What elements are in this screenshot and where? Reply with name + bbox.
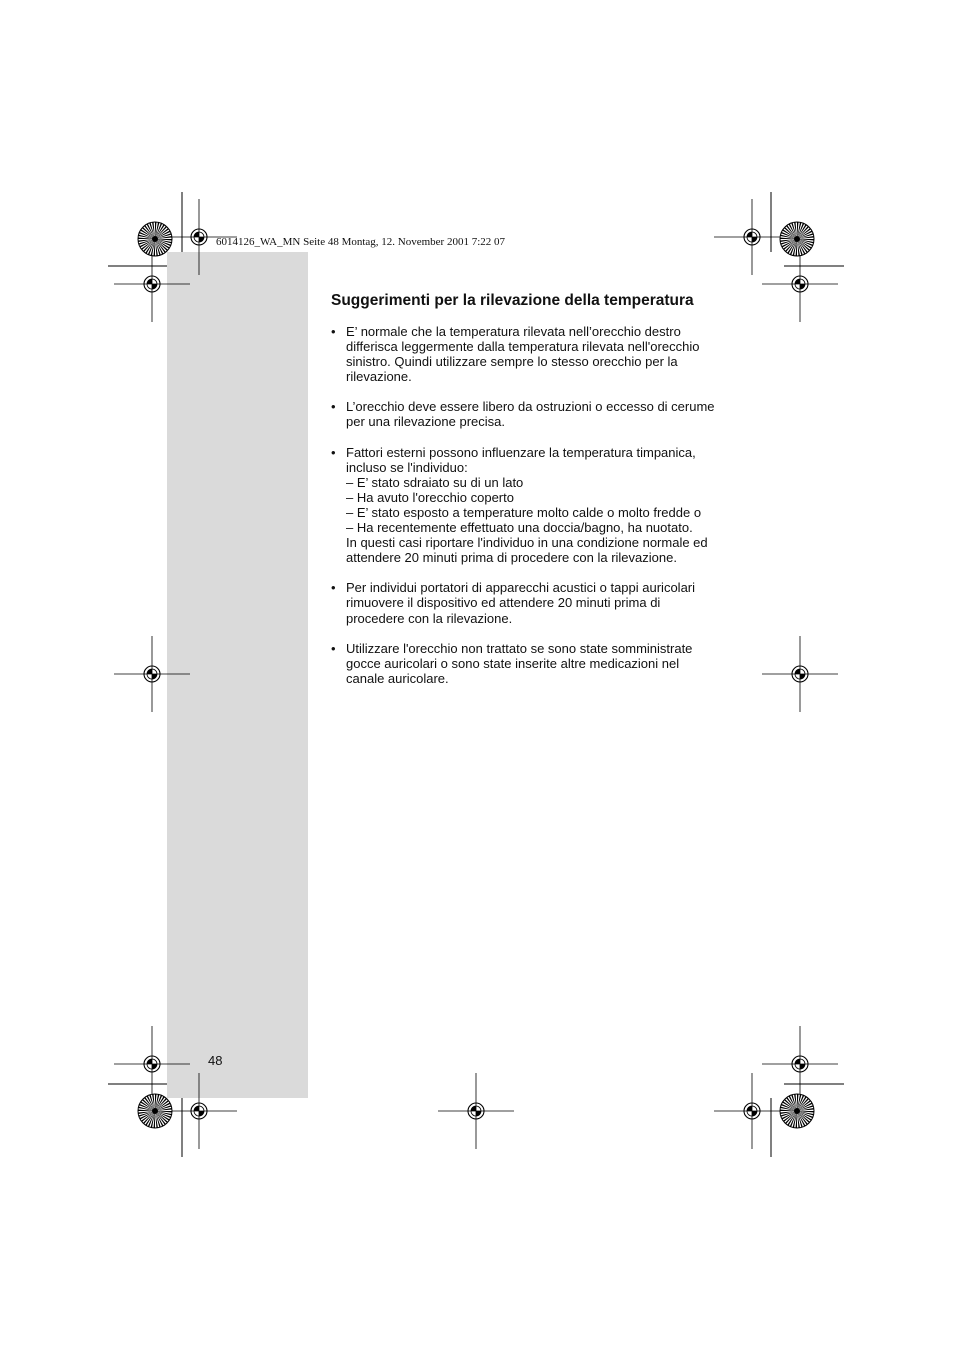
list-item-line: sinistro. Quindi utilizzare sempre lo stesso orecchio per la xyxy=(346,354,678,370)
list-item xyxy=(331,324,731,384)
list-item-line: rimuovere il dispositivo ed attendere 20 minuti prima di xyxy=(346,595,661,611)
list-item-line: Fattori esterni possono influenzare la temperatura timpanica, xyxy=(346,444,696,460)
registration-mark-icon xyxy=(438,1073,514,1149)
list-item xyxy=(331,445,731,566)
color-wheel-icon xyxy=(138,222,172,256)
list-item-line: Per individui portatori di apparecchi acustici o tappi auricolari xyxy=(346,580,696,596)
registration-mark-icon xyxy=(114,636,190,712)
list-item-line: – E’ stato sdraiato su di un lato xyxy=(346,474,524,490)
list-item-line: E’ normale che la temperatura rilevata nell’orecchio destro xyxy=(346,324,681,339)
list-item-line: per una rilevazione precisa. xyxy=(346,414,505,430)
bullet-icon: • xyxy=(331,324,336,339)
list-item-line: Utilizzare l'orecchio non trattato se sono state somministrate xyxy=(346,640,693,656)
color-wheel-icon xyxy=(138,1094,172,1128)
list-item-line: incluso se l'individuo: xyxy=(346,459,468,475)
list-item-line: – Ha avuto l'orecchio coperto xyxy=(346,489,514,505)
list-item-line: differisca leggermente dalla temperatura rilevata nell'orecchio xyxy=(346,339,700,355)
bullet-icon: • xyxy=(331,444,336,460)
registration-mark-icon xyxy=(762,636,838,712)
list-item xyxy=(331,641,731,686)
color-wheel-icon xyxy=(780,1094,814,1128)
registration-mark-icon xyxy=(114,1026,190,1102)
print-slug: 6014126_WA_MN Seite 48 Montag, 12. November 2001 7:22 07 xyxy=(216,236,506,248)
bullet-icon: • xyxy=(331,640,336,656)
color-wheel-icon xyxy=(780,222,814,256)
registration-mark-icon xyxy=(714,1073,790,1149)
list-item-line: In questi casi riportare l'individuo in una condizione normale ed xyxy=(346,535,708,551)
registration-mark-icon xyxy=(762,1026,838,1102)
registration-mark-icon xyxy=(762,246,838,322)
list-item-line: – E’ stato esposto a temperature molto calde o molto fredde o xyxy=(346,504,702,520)
registration-mark-icon xyxy=(114,246,190,322)
list-item-line: gocce auricolari o sono state inserite altre medicazioni nel xyxy=(346,655,680,671)
list-item xyxy=(331,580,731,625)
bullet-icon: • xyxy=(331,399,336,415)
list-item-line: attendere 20 minuti prima di procedere con la rilevazione. xyxy=(346,550,677,566)
tips-list xyxy=(331,324,731,701)
list-item-line: – Ha recentemente effettuato una doccia/bagno, ha nuotato. xyxy=(346,520,693,536)
list-item-line: L’orecchio deve essere libero da ostruzioni o eccesso di cerume xyxy=(346,399,715,415)
list-item xyxy=(331,399,731,429)
section-title: Suggerimenti per la rilevazione della temperatura xyxy=(331,292,694,309)
list-item-line: procedere con la rilevazione. xyxy=(346,610,513,626)
bullet-icon: • xyxy=(331,580,336,596)
list-item-line: rilevazione. xyxy=(346,369,412,385)
registration-mark-icon xyxy=(714,199,790,275)
page-number: 48 xyxy=(208,1053,223,1068)
list-item-line: canale auricolare. xyxy=(346,670,449,686)
